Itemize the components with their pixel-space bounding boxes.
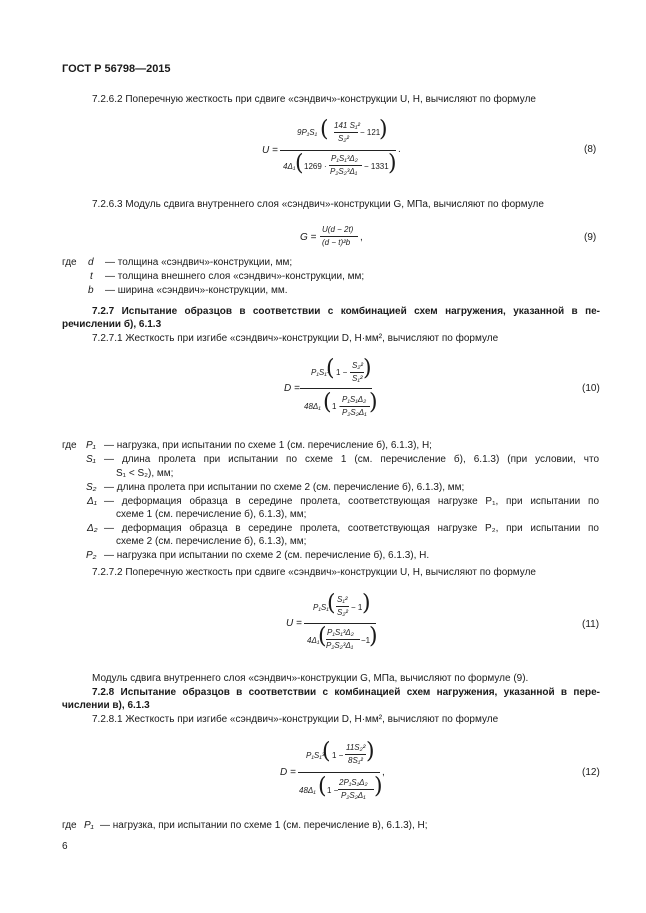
eq9-den: (d − t)²b: [322, 238, 351, 247]
section-heading-728-line2: числении в), 6.1.3: [62, 700, 150, 711]
eq10-den-inner-den: P₂S₂Δ₁: [342, 408, 367, 417]
eq9-fraction-line: [320, 236, 358, 237]
eq12-main-fraction-line: [298, 772, 380, 773]
legend-symbol: P₁: [84, 820, 94, 831]
eq12-den-paren-left: (: [318, 774, 327, 799]
eq8-num-minus: − 121: [360, 128, 381, 137]
eq12-den-paren-right: ): [374, 774, 383, 799]
paragraph-7271: 7.2.7.1 Жесткость при изгибе «сэндвич»-конструкции D, Н·мм², вычисляют по формуле: [92, 333, 499, 344]
legend-symbol: S₁: [86, 454, 96, 465]
eq10-lhs: D =: [284, 383, 300, 394]
legend-text: — деформация образца в середине пролета, соответствующая нагрузке P₁, при испытании по: [104, 496, 599, 507]
legend-symbol: d: [88, 257, 94, 268]
eq11-den-inner-num: P₁S₁³Δ₂: [327, 628, 354, 637]
eq10-den-paren-left: (: [323, 390, 332, 415]
paragraph-7262: 7.2.6.2 Поперечную жесткость при сдвиге «сэндвич»-конструкции U, Н, вычисляют по формуле: [92, 94, 536, 105]
section-heading-727-line2: речислении б), 6.1.3: [62, 319, 162, 330]
eq11-num-inner-num: S₁²: [337, 595, 348, 604]
legend-text: — длина пролета при испытании по схеме 2 (см. перечисление б), 6.1.3), мм;: [104, 482, 465, 493]
eq9-number: (9): [584, 232, 597, 243]
eq8-num-inner-num: 141 S₁²: [334, 121, 361, 130]
eq10-den-paren-right: ): [369, 390, 378, 415]
legend-prefix: где: [62, 257, 77, 268]
eq11-num-inner-den: S₂²: [337, 608, 349, 617]
legend-text-continued: схеме 2 (см. перечисление б), 6.1.3), мм;: [116, 536, 307, 547]
eq11-lhs: U =: [286, 618, 302, 629]
eq10-num-inner-num: S₂²: [352, 361, 364, 370]
eq11-den-inner-line: [326, 639, 360, 640]
eq12-num-inner-num: 11S₂²: [346, 743, 366, 752]
eq11-num-minus: − 1: [351, 603, 363, 612]
eq12-num-one: 1 −: [332, 751, 344, 760]
eq12-den-one: 1 −: [327, 786, 339, 795]
eq10-den-one: 1 −: [332, 402, 344, 411]
eq11-den-paren-right: ): [369, 624, 378, 649]
eq12-number: (12): [582, 767, 600, 778]
legend-symbol: t: [90, 271, 93, 282]
legend-text: — длина пролета при испытании по схеме 1 (см. перечисление б), 6.1.3) (при условии, что: [104, 454, 599, 465]
eq11-num-paren-right: ): [362, 591, 371, 616]
eq8-num-inner-den: S₂²: [338, 134, 350, 143]
legend-text: — нагрузка при испытании по схеме 2 (см. перечисление б), 6.1.3), Н.: [104, 550, 430, 561]
eq12-num-coef: P₁S₁³: [306, 751, 325, 760]
legend-symbol: Δ₂: [87, 523, 98, 534]
eq12-den-inner-den: P₂S₂Δ₁: [341, 791, 366, 800]
eq11-den-paren-left: (: [318, 624, 327, 649]
legend-symbol: b: [88, 285, 94, 296]
eq8-den-a: 1269 ·: [304, 162, 327, 171]
legend-symbol: P₁: [86, 440, 96, 451]
eq8-den-paren-right: ): [388, 151, 397, 176]
eq12-num-inner-den: 8S₁²: [348, 756, 363, 765]
eq8-lhs: U =: [262, 145, 278, 156]
eq8-den-paren-left: (: [295, 151, 304, 176]
legend-text: — толщина внешнего слоя «сэндвич»-конструкции, мм;: [105, 271, 365, 282]
legend-text-continued: S₁ < S₂), мм;: [116, 468, 174, 479]
legend-prefix: где: [62, 820, 77, 831]
eq10-den-coef: 48Δ₁: [304, 402, 321, 411]
eq10-main-fraction-line: [300, 388, 372, 389]
eq8-den-inner-num: P₁S₁³Δ₂: [331, 154, 358, 163]
eq8-num-inner-line: [334, 132, 358, 133]
eq10-num-paren-right: ): [363, 356, 372, 381]
eq8-den-inner-line: [329, 165, 362, 166]
eq12-num-paren-left: (: [322, 739, 331, 764]
section-heading-728-line1: 7.2.8 Испытание образцов в соответствии с комбинацией схем нагружения, указанной в пере-: [92, 687, 600, 698]
eq12-den-inner-num: 2P₁S₁Δ₂: [339, 778, 368, 787]
eq11-num-inner-line: [336, 606, 349, 607]
legend-symbol: P₂: [86, 550, 97, 561]
eq10-num-coef: P₁S₁³: [311, 368, 330, 377]
eq8-den-coef: 4Δ₁: [283, 162, 296, 171]
legend-text: — нагрузка, при испытании по схеме 1 (см. перечисление б), 6.1.3), Н;: [104, 440, 432, 451]
section-heading-727-line1: 7.2.7 Испытание образцов в соответствии с комбинацией схем нагружения, указанной в пе-: [92, 306, 600, 317]
eq12-den-coef: 48Δ₁: [299, 786, 316, 795]
eq9-lhs: G =: [300, 232, 317, 243]
eq10-num-one: 1 −: [336, 368, 348, 377]
eq12-num-inner-line: [345, 754, 366, 755]
paragraph-7263: 7.2.6.3 Модуль сдвига внутреннего слоя «сэндвич»-конструкции G, МПа, вычисляют по формуле: [92, 199, 544, 210]
paragraph-7272: 7.2.7.2 Поперечную жесткость при сдвиге «сэндвич»-конструкции U, Н, вычисляют по формуле: [92, 567, 536, 578]
legend-prefix: где: [62, 440, 77, 451]
eq11-den-minus: −1: [361, 636, 371, 645]
eq11-number: (11): [582, 619, 600, 630]
eq10-den-inner-line: [340, 406, 370, 407]
eq11-den-coef: 4Δ₁: [307, 636, 320, 645]
eq11-num-paren-left: (: [327, 591, 336, 616]
eq8-number: (8): [584, 144, 597, 155]
eq10-num-inner-line: [350, 372, 364, 373]
document-header: ГОСТ Р 56798—2015: [62, 63, 171, 75]
legend-text: — нагрузка, при испытании по схеме 1 (см. перечисление в), 6.1.3), Н;: [100, 820, 428, 831]
eq8-num-coef: 9P₁S₁: [297, 128, 318, 137]
eq11-num-coef: P₁S₁: [313, 603, 329, 612]
legend-symbol: Δ₁: [87, 496, 97, 507]
eq8-den-minus: − 1331: [364, 162, 389, 171]
eq12-num-paren-right: ): [366, 739, 375, 764]
eq10-num-paren-left: (: [326, 356, 335, 381]
eq8-num-paren-right: ): [379, 117, 388, 142]
legend-text: — ширина «сэндвич»-конструкции, мм.: [105, 285, 288, 296]
paragraph-modulus: Модуль сдвига внутреннего слоя «сэндвич»-конструкции G, МПа, вычисляют по формуле (9).: [92, 673, 529, 684]
eq8-den-inner-den: P₂S₂³Δ₁: [330, 167, 358, 176]
page-number: 6: [62, 841, 68, 852]
eq11-main-fraction-line: [304, 623, 376, 624]
legend-text: — толщина «сэндвич»-конструкции, мм;: [105, 257, 293, 268]
eq10-den-inner-num: P₁S₁Δ₂: [342, 395, 367, 404]
eq10-number: (10): [582, 383, 600, 394]
eq8-num-paren-left: (: [320, 117, 329, 142]
eq11-den-inner-den: P₂S₂³Δ₁: [326, 641, 354, 650]
eq12-lhs: D =: [280, 767, 296, 778]
eq9-num: U(d − 2t): [322, 225, 354, 234]
legend-text: — деформация образца в середине пролета, соответствующая нагрузке P₂, при испытании по: [104, 523, 599, 534]
eq12-den-inner-line: [338, 789, 374, 790]
paragraph-7281: 7.2.8.1 Жесткость при изгибе «сэндвич»-конструкции D, Н·мм², вычисляют по формуле: [92, 714, 499, 725]
legend-symbol: S₂: [86, 482, 97, 493]
legend-text-continued: схеме 1 (см. перечисление б), 6.1.3), мм;: [116, 509, 307, 520]
eq10-num-inner-den: S₁²: [352, 374, 363, 383]
